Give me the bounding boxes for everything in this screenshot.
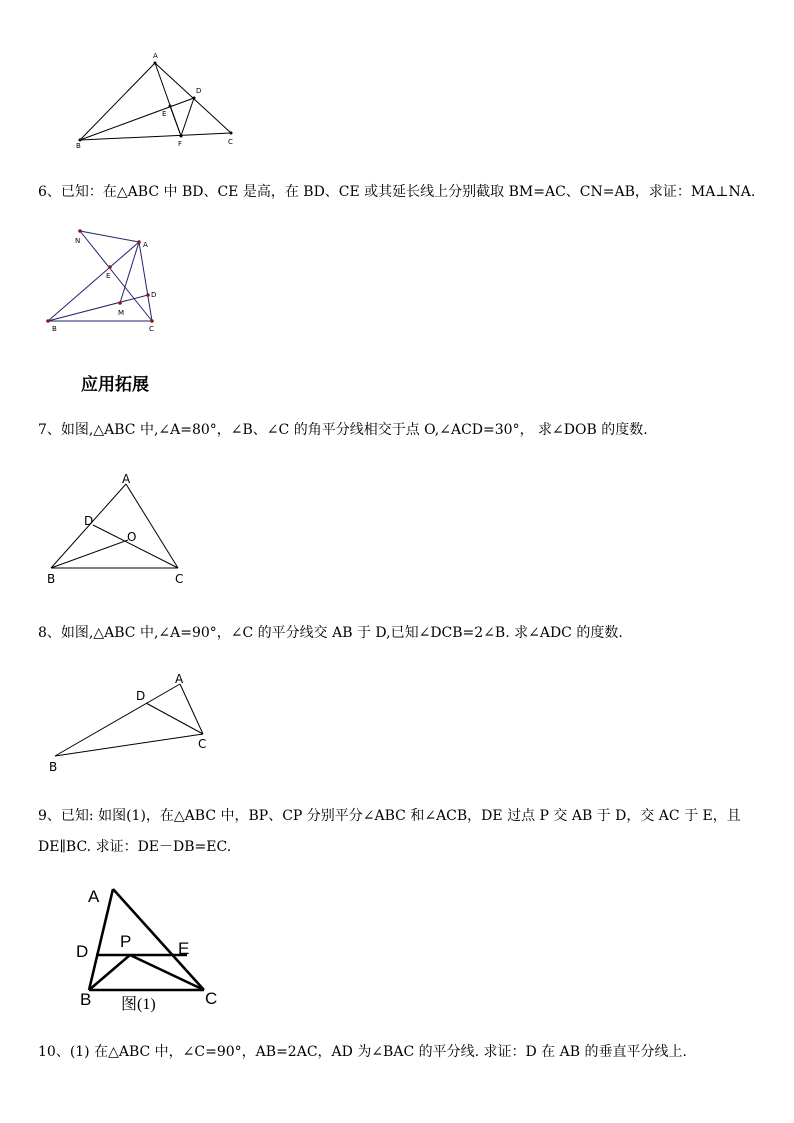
segment-ac (139, 242, 152, 321)
question-7-text: 7、如图,△ABC 中,∠A=80°，∠B、∠C 的角平分线相交于点 O,∠ACD=30°， 求∠DOB 的度数. (38, 422, 648, 438)
label-o: O (127, 530, 137, 544)
label-a: A (153, 52, 158, 60)
segment-bd (80, 98, 194, 140)
segment-bc (55, 734, 203, 756)
question-8-text: 8、如图,△ABC 中,∠A=90°，∠C 的平分线交 AB 于 D,已知∠DCB=2∠B. 求∠ADC 的度数. (38, 625, 623, 641)
label-b: B (52, 325, 57, 333)
segment-ab (55, 684, 180, 756)
label-c: C (205, 989, 218, 1008)
figure-q9 (0, 875, 794, 1015)
question-9-line-1: 9、已知: 如图(1)，在△ABC 中，BP、CP 分别平分∠ABC 和∠ACB，DE 过点 P 交 AB 于 D，交 AC 于 E，且 (38, 808, 741, 824)
label-a: A (88, 887, 100, 906)
question-9-line-2: DE∥BC. 求证：DE－DB=EC. (38, 839, 232, 855)
figure-q8 (0, 670, 794, 780)
segment-ac (180, 684, 203, 734)
segment-ef (170, 106, 181, 136)
label-b: B (47, 572, 56, 586)
segment-na (80, 231, 139, 242)
label-b: B (80, 990, 92, 1009)
figure-q5 (0, 0, 794, 160)
label-f: F (178, 140, 183, 148)
label-e: E (106, 272, 111, 280)
label-d: D (76, 942, 89, 961)
segment-bc (80, 133, 231, 140)
segment-cp (130, 955, 204, 990)
label-c: C (198, 737, 207, 751)
segment-ab (80, 63, 155, 140)
label-e: E (178, 939, 190, 958)
figure-caption: 图(1) (121, 996, 156, 1013)
label-d: D (84, 514, 94, 528)
label-b: B (49, 760, 58, 774)
label-b: B (76, 142, 81, 150)
label-d: D (196, 87, 202, 95)
section-heading: 应用拓展 (81, 375, 149, 395)
label-c: C (149, 325, 154, 333)
label-e: E (162, 110, 167, 118)
figure-q7 (0, 470, 794, 590)
label-c: C (175, 572, 184, 586)
label-d: D (151, 291, 157, 299)
label-a: A (143, 241, 148, 249)
label-c: C (228, 138, 233, 146)
label-m: M (118, 309, 125, 317)
segment-cd (146, 703, 203, 734)
question-6-text: 6、已知：在△ABC 中 BD、CE 是高，在 BD、CE 或其延长线上分别截取 BM=AC、CN=AB，求证：MA⊥NA. (38, 184, 756, 200)
label-p: P (120, 932, 132, 951)
label-d: D (136, 689, 146, 703)
label-a: A (175, 672, 184, 686)
segment-bo (51, 540, 128, 568)
question-10-text: 10、(1) 在△ABC 中，∠C=90°，AB=2AC，AD 为∠BAC 的平分线. 求证：D 在 AB 的垂直平分线上. (38, 1044, 687, 1060)
label-a: A (122, 472, 131, 486)
segment-am (120, 242, 139, 303)
segment-df (181, 98, 194, 136)
figure-q6 (0, 220, 794, 340)
segment-nc (80, 231, 152, 321)
label-n: N (75, 237, 81, 245)
